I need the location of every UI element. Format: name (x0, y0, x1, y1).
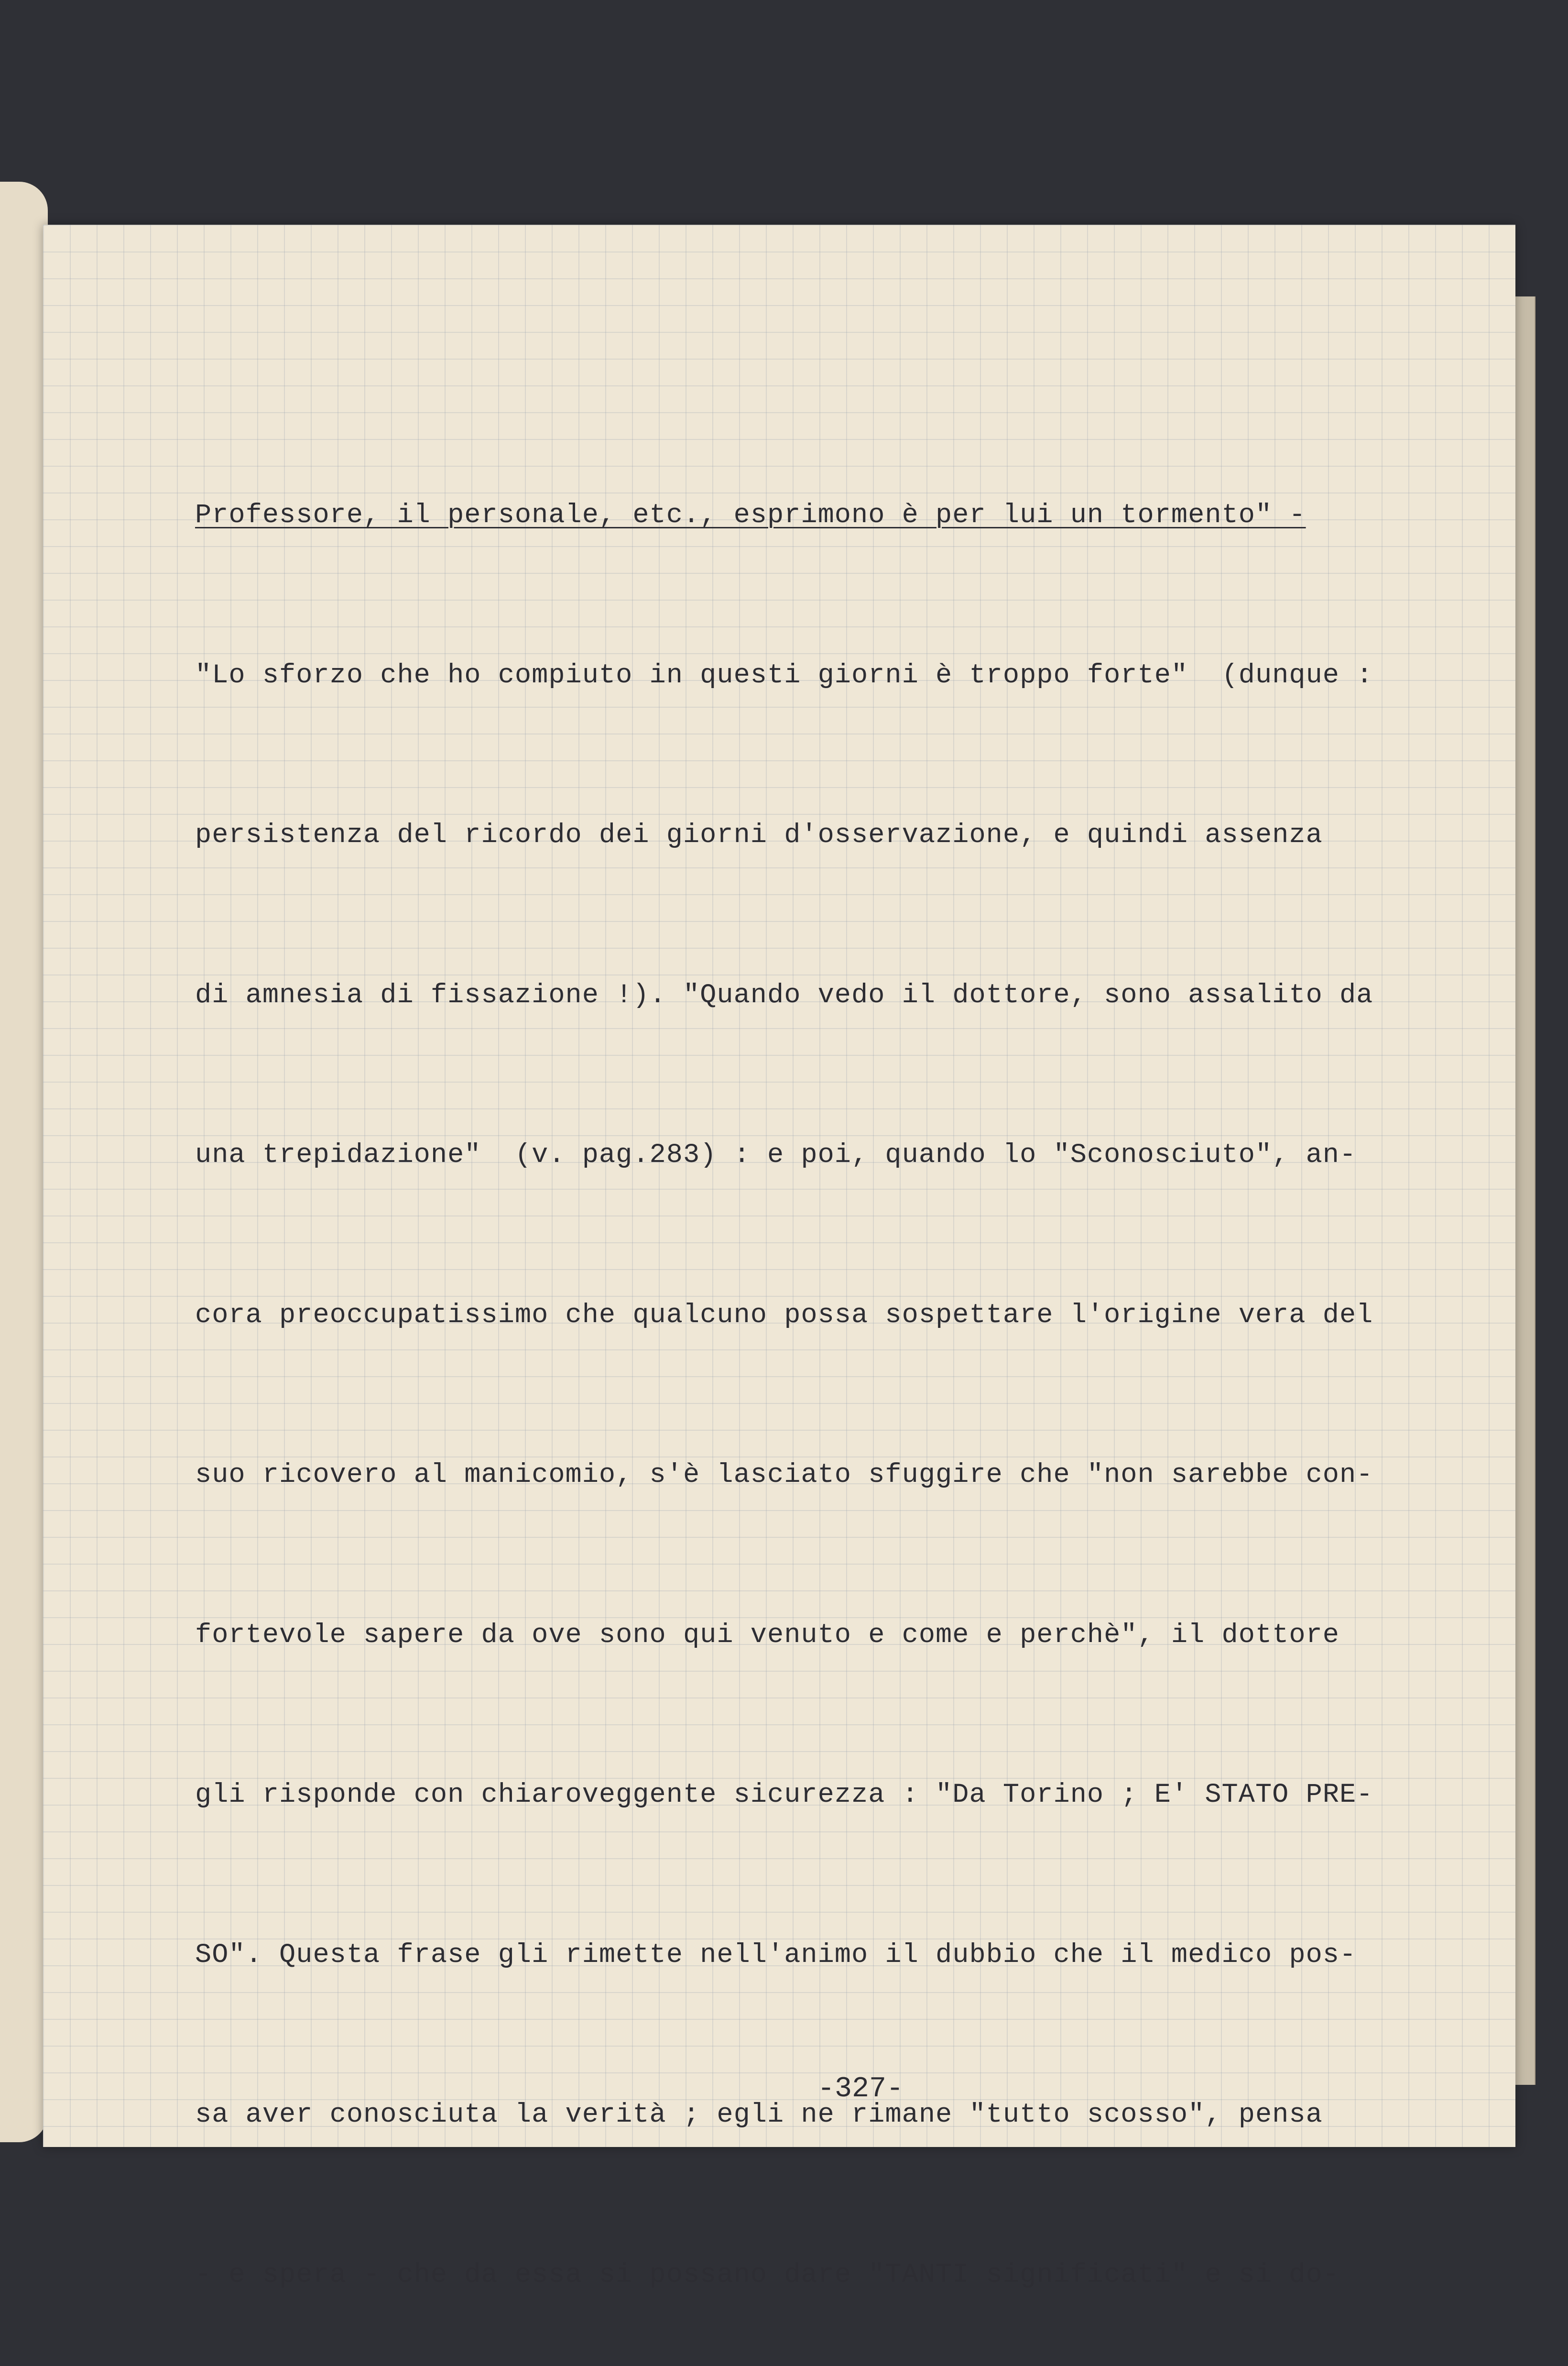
text-line: fortevole sapere da ove sono qui venuto e come e perchè", il dottore (195, 1620, 1339, 1651)
text-line: cora preoccupatissimo che qualcuno possa sospettare l'origine vera del (195, 1300, 1373, 1331)
text-line: persistenza del ricordo dei giorni d'osservazione, e quindi assenza (195, 820, 1323, 851)
text-line (195, 489, 1486, 543)
text-line: "Lo sforzo che ho compiuto in questi giorni è troppo forte" (dunque : (195, 660, 1373, 691)
text-line-underlined: Professore, il personale, etc., esprimono è per lui un tormento" - (195, 500, 1306, 531)
left-page-edge (0, 182, 48, 2142)
typewritten-page (43, 225, 1515, 2290)
text-line: sa aver conosciuta la verità ; egli ne rimane "tutto scosso", pensa (195, 2100, 1323, 2130)
body-text (195, 383, 1486, 2366)
text-line: - e spera - che da essa si possano dare "TANTI significati" e si do- (195, 2259, 1339, 2290)
text-line: suo ricovero al manicomio, s'è lasciato sfuggire che "non sarebbe con- (195, 1460, 1373, 1490)
text-line: SO". Questa frase gli rimette nell'animo il dubbio che il medico pos- (195, 1939, 1357, 1971)
text-line: una trepidazione" (v. pag.283) : e poi, quando lo "Sconosciuto", an- (195, 1140, 1357, 1171)
page-number: -327- (817, 2073, 904, 2105)
text-line: di amnesia di fissazione !). "Quando vedo il dottore, sono assalito da (195, 980, 1373, 1011)
text-line: gli risponde con chiaroveggente sicurezza : "Da Torino ; E' STATO PRE- (195, 1780, 1373, 1810)
